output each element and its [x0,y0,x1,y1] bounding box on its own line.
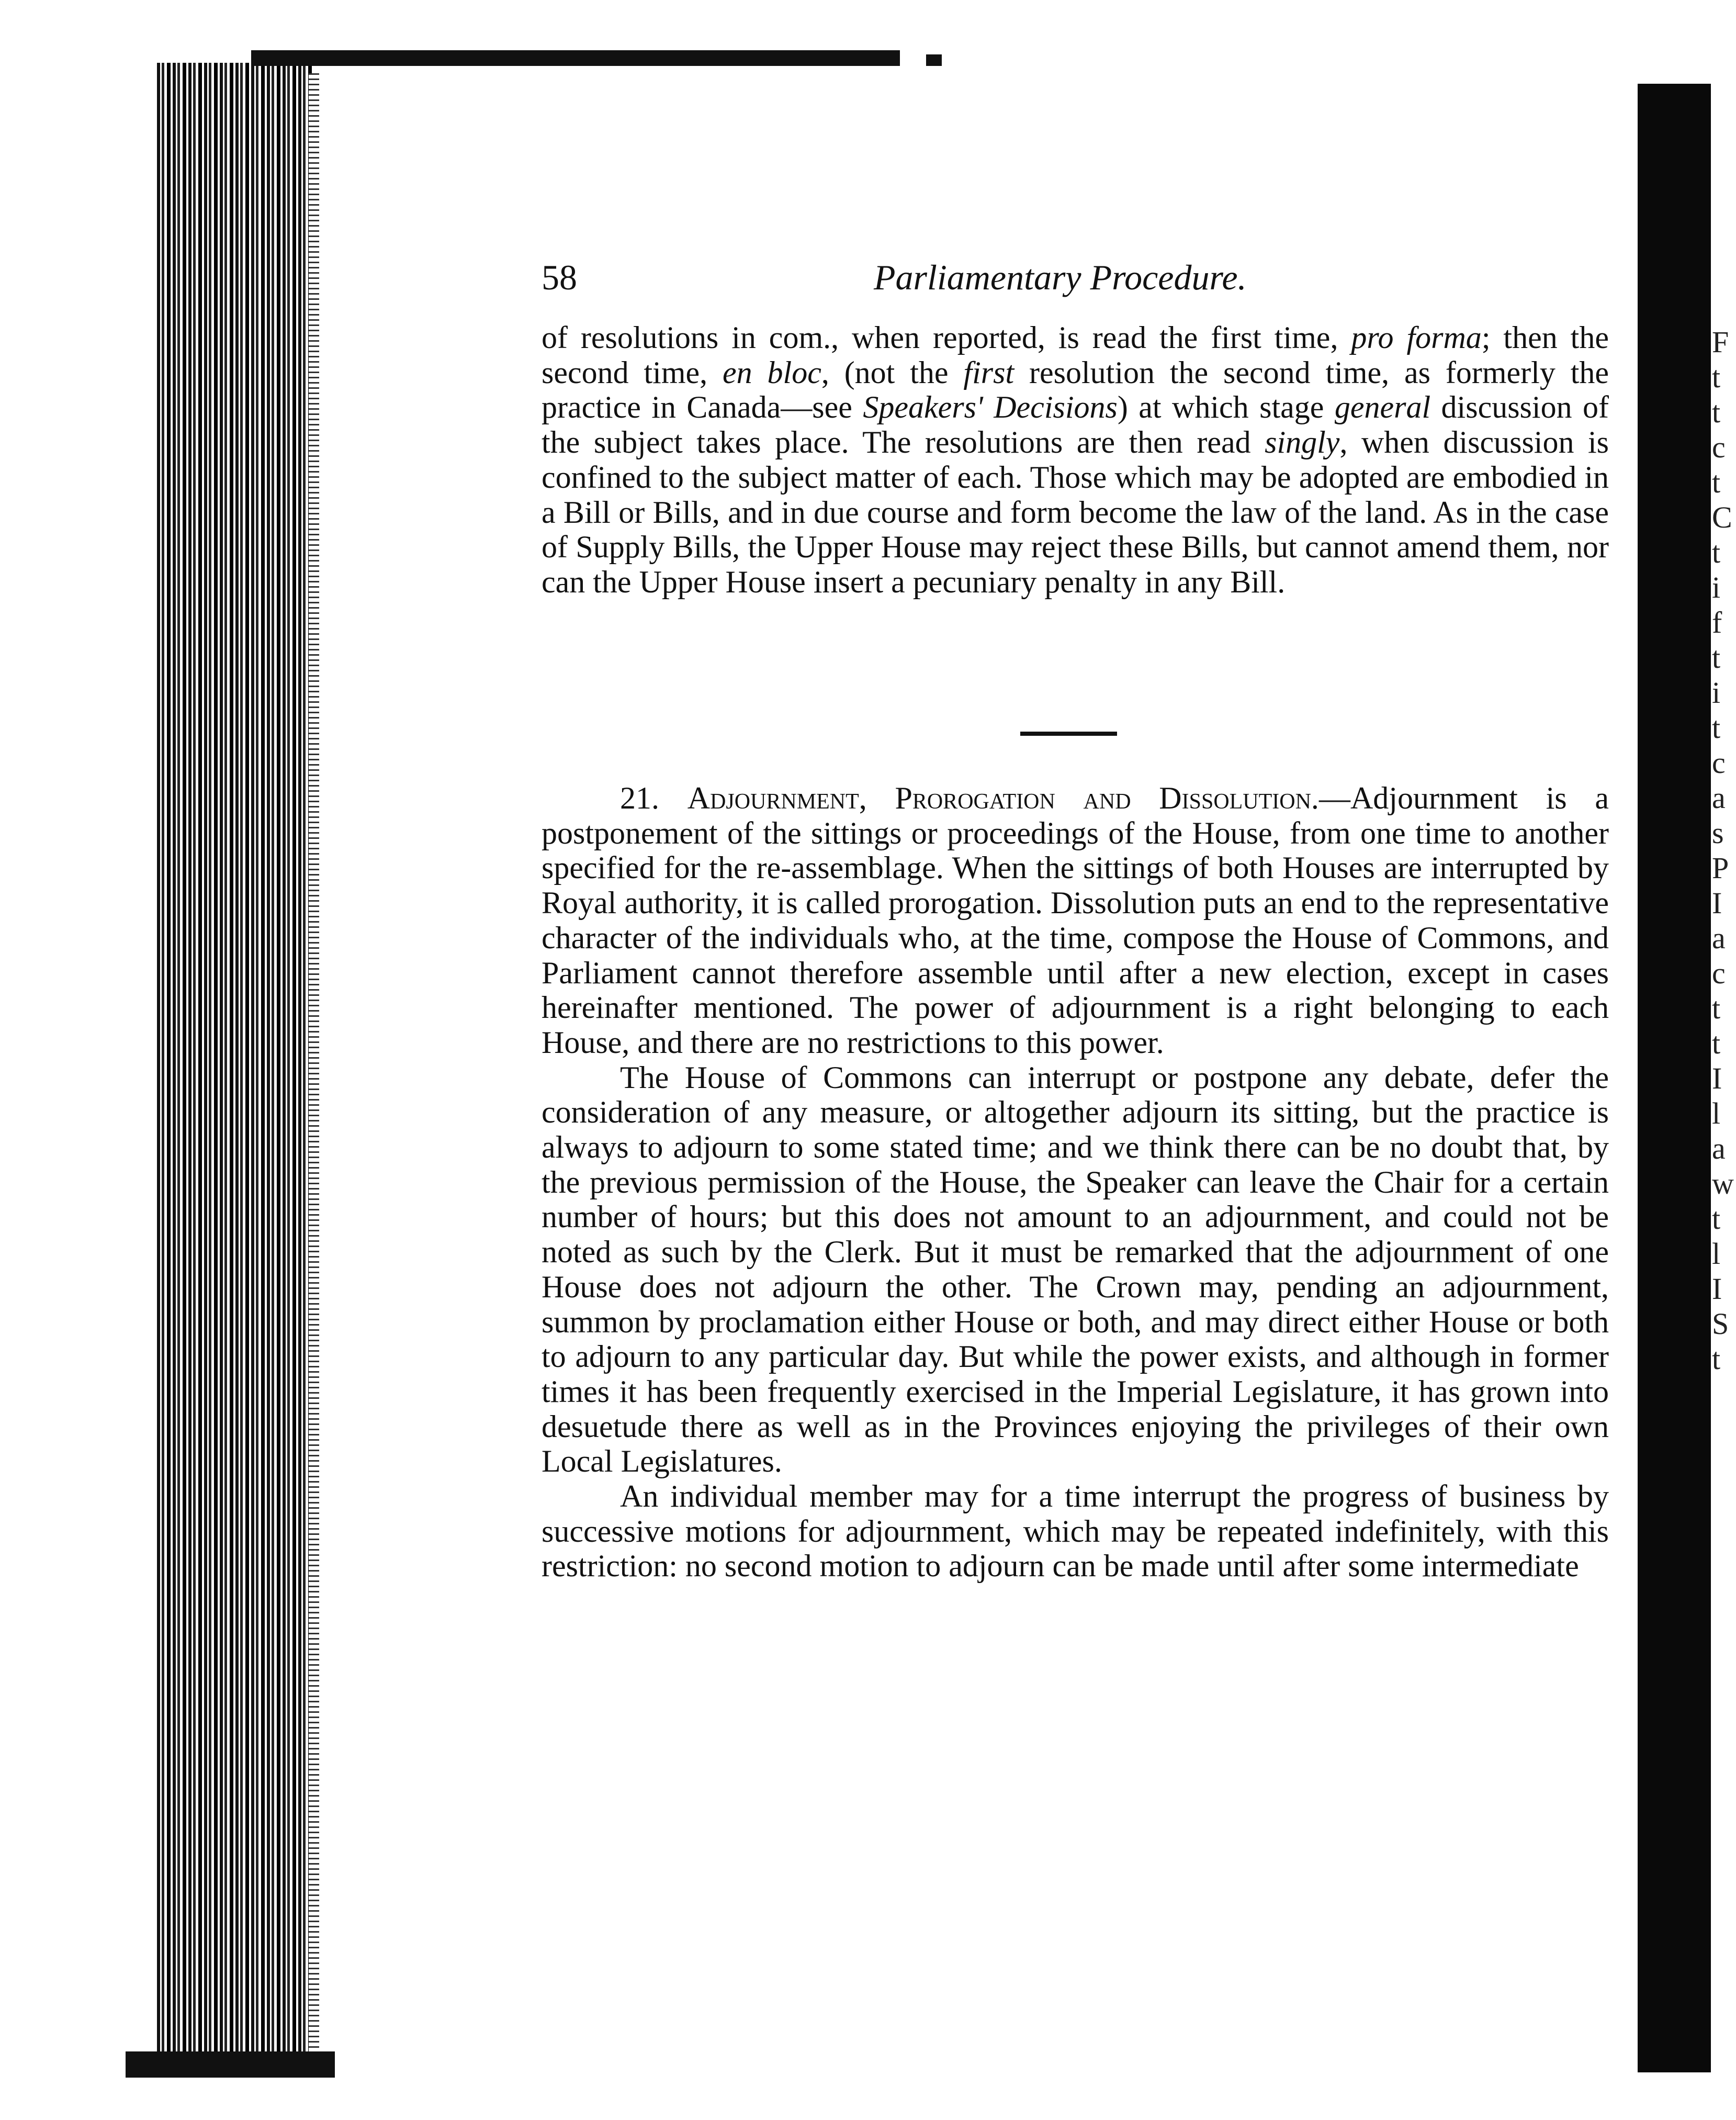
italic-term: en bloc [723,355,821,390]
italic-term: pro forma [1351,320,1482,355]
facing-letter: I [1712,1272,1722,1306]
italic-term: general [1334,390,1431,425]
facing-letter: t [1712,1026,1721,1060]
section-21 [542,781,1609,1584]
facing-letter: c [1712,746,1726,780]
running-head [542,256,1609,298]
facing-page-letters [1712,324,1736,1376]
facing-letter: i [1712,676,1721,710]
section-heading: Adjournment, Prorogation and Dissolution. [687,781,1319,815]
paragraph [542,320,1609,600]
text-run: of resolutions in com., when reported, is read the first time, [542,320,1351,355]
facing-letter: c [1712,430,1726,464]
facing-letter: t [1712,465,1721,499]
text-run: —Adjournment is a postponement of the sittings or proceedings of the House, from one time to another specified for the re-assemblage. When the sittings of both Houses are interrupted by Royal authority, it is called prorogation. Dissolution puts an end to the representative character of the individuals who, at the time, compose the House of Commons, and Parliament cannot therefore assemble until after a new election, except in cases hereinafter mentioned. The power of adjournment is a right belonging to each House, and there are no restrictions to this power. [542,781,1609,1060]
italic-term: first [963,355,1014,390]
facing-letter: t [1712,535,1721,569]
text-run: ; then the second time, [542,320,1609,390]
facing-letter: f [1712,605,1722,640]
facing-letter: I [1712,886,1722,920]
continued-paragraph [542,320,1609,600]
facing-letter: t [1712,641,1721,675]
facing-letter: w [1712,1166,1734,1201]
facing-letter: t [1712,991,1721,1025]
section-divider [1020,732,1117,736]
facing-letter: P [1712,851,1729,885]
text-run: resolution the second time, as formerly the practice in Canada—see [542,355,1609,425]
facing-letter: t [1712,360,1721,394]
facing-letter: t [1712,395,1721,429]
facing-letter: l [1712,1237,1721,1271]
facing-letter: i [1712,570,1721,604]
facing-letter: s [1712,816,1724,850]
top-edge-rule [251,50,900,66]
section-paragraph [542,781,1609,1060]
facing-letter: l [1712,1096,1721,1130]
italic-term: singly [1265,425,1340,460]
text-run: ) at which stage [1117,390,1335,425]
facing-letter: t [1712,1342,1721,1376]
facing-page-shadow [1638,84,1711,2072]
facing-letter: t [1712,711,1721,745]
facing-letter: a [1712,781,1726,815]
book-binding [157,63,314,2072]
facing-letter: t [1712,1202,1721,1236]
facing-letter: a [1712,921,1726,955]
section-number: 21. [620,781,659,815]
top-edge-mark [926,54,942,66]
facing-letter: a [1712,1131,1726,1165]
facing-letter: F [1712,325,1729,359]
facing-letter: c [1712,956,1726,990]
facing-letter: S [1712,1307,1729,1341]
page-title: Parliamentary Procedure. [874,257,1247,297]
paragraph: The House of Commons can interrupt or postpone any debate, defer the consideration of any measure, or altogether adjourn its sitting, but the practice is always to adjourn to some stated time; and we think there can be no doubt that, by the previous permission of the House, the Speaker can leave the Chair for a certain number of hours; but this does not amount to an adjournment, and could not be noted as such by the Clerk. But it must be remarked that the adjournment of one House does not adjourn the other. The Crown may, pending an adjournment, summon by proclamation either House or both, and may direct either House or both to adjourn to any particular day. But while the power exists, and although in former times it has been frequently exercised in the Imperial Legislature, it has grown into desuetude there as well as in the Provinces enjoying the privileges of their own Local Legislatures. [542,1060,1609,1479]
text-run: , (not the [821,355,964,390]
paragraph: An individual member may for a time interrupt the progress of business by successive motions for adjournment, which may be repeated indefinitely, with this restriction: no second motion to adjourn can be made until after some intermediate [542,1479,1609,1584]
binding-edge [309,73,319,2062]
italic-term: Speakers' Decisions [863,390,1118,425]
facing-letter: I [1712,1061,1722,1095]
facing-letter: C [1712,500,1732,534]
binding-foot [126,2051,335,2078]
page-number: 58 [542,257,577,297]
text-run: , when discussion is confined to the subject matter of each. Those which may be adopted are embodied in a Bill or Bills, and in due course and form become the law of the land. As in the case of Supply Bills, the Upper House may reject these Bills, but cannot amend them, nor can the Upper House insert a pecuniary penalty in any Bill. [542,425,1609,599]
text-run: discussion of the subject takes place. The resolutions are then read [542,390,1609,460]
